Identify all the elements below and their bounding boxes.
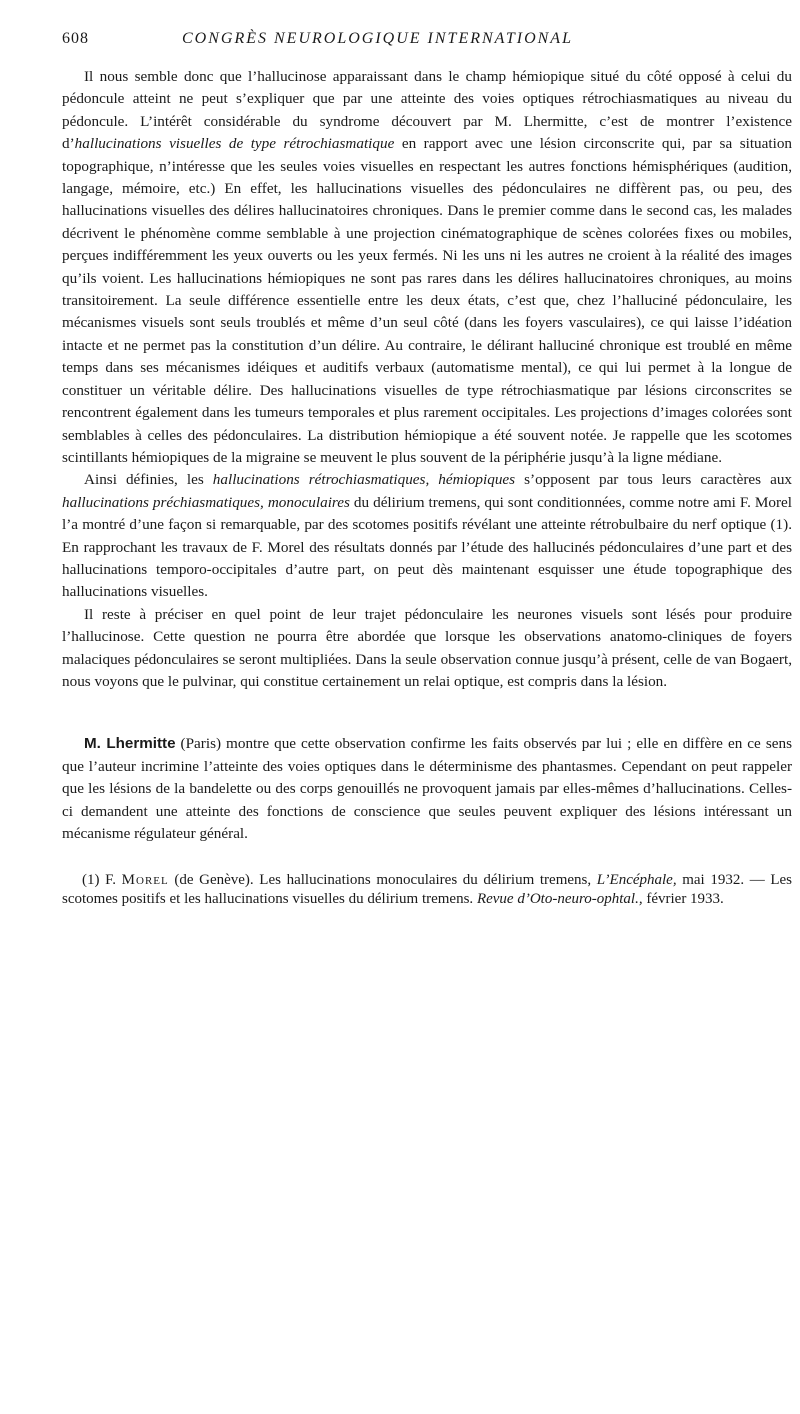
footnote	[62, 871, 792, 909]
paragraph-2	[62, 469, 792, 603]
footnote-author: Morel	[121, 872, 169, 889]
footnote-text-b: mai 1932. — Les scotomes positifs et les hallucinations visuelles du délirium tremens.	[62, 872, 793, 908]
footnote-journal-2: Revue d’Oto-neuro-ophtal.,	[476, 891, 643, 908]
paragraph-2-italic-a: hallucinations rétrochiasmatiques, hémiopiques	[212, 471, 516, 489]
paragraph-1-italic: hallucinations visuelles de type rétrochiasmatique	[74, 135, 395, 153]
footnote-text-c: février 1933.	[642, 891, 724, 908]
page	[62, 30, 792, 909]
running-head	[62, 30, 792, 56]
paragraph-2-italic-b: hallucinations préchiasmatiques, monoculaires	[62, 493, 350, 511]
paragraph-2-text-c: du délirium tremens, qui sont conditionnées, comme notre ami F. Morel l’a montré d’une façon si remarquable, par des scotomes positifs révélant une atteinte rétrobulbaire du nerf optique (1). En rapprochant les travaux de F. Morel des résultats donnés par l’étude des hallucinés pédonculaires d’une part et des hallucinations temporo-occipitales d’autre part, on peut dès maintenant esquisser une étude topographique des hallucinations visuelles.	[62, 493, 792, 601]
page-number: 608	[62, 30, 89, 47]
discussion-paragraph	[62, 733, 792, 845]
paragraph-1-text-a: Il nous semble donc que l’hallucinose apparaissant dans le champ hémiopique situé du côté opposé à celui du pédoncule atteint ne peut s’expliquer que par une atteinte des voies optiques rétrochiasmatiques au niveau du pédoncule. L’intérêt considérable du syndrome découvert par M. Lhermitte, c’est de montrer l’existence d’	[62, 68, 792, 153]
paragraph-3: Il reste à préciser en quel point de leur trajet pédonculaire les neurones visuels sont lésés pour produire l’hallucinose. Cette question ne pourra être abordée que lorsque les observations anatomo-cliniques de foyers malaciques pédonculaires se seront multipliées. Dans la seule observation connue jusqu’à présent, celle de van Bogaert, nous voyons que le pulvinar, qui constitue certainement un relai optique, est compris dans la lésion.	[62, 605, 792, 690]
footnote-marker: (1) F.	[82, 872, 117, 889]
section-gap	[62, 693, 792, 733]
paragraph-1-text-b: en rapport avec une lésion circonscrite qui, par sa situation topographique, n’intéresse que les seules voies visuelles en respectant les autres fonctions hémisphériques (audition, langage, mémoire, etc.) En effet, les hallucinations visuelles des pédonculaires ne diffèrent pas, ou peu, des hallucinations visuelles des délires hallucinatoires chroniques. Dans le premier comme dans le second cas, les malades décrivent le phénomène comme semblable à une projection cinématographique de scènes colorées fixes ou mobiles, perçues indifféremment les yeux ouverts ou les yeux fermés. Ni les uns ni les autres ne croient à la réalité des images qu’ils voient. Les hallucinations hémiopiques ne sont pas rares dans les délires hallucinatoires chroniques, au moins transitoirement. La seule différence essentielle entre les deux états, c’est que, chez l’halluciné pédonculaire, les mécanismes visuels sont seuls troublés et même d’un seul côté (dans les foyers vasculaires), ce qui laisse l’idéation intacte et ne permet pas la constitution d’un délire. Au contraire, le délirant halluciné chronique est troublé en même temps dans ses mécanismes idéiques et auditifs verbaux (automatisme mental), ce qui lui permet à la longue de constituer un véritable délire. Des hallucinations visuelles de type rétrochiasmatique par lésions circonscrites se rencontrent également dans les tumeurs temporales et plus rarement occipitales. Les projections d’images colorées sont semblables à celles des pédonculaires. La distribution hémiopique a été souvent notée. Je rappelle que les scotomes scintillants hémiopiques de la migraine se meuvent le plus souvent de la périphérie jusqu’à la ligne médiane.	[62, 135, 793, 466]
paragraph-2-text-b: s’opposent par tous leurs caractères aux	[515, 471, 793, 489]
footnote-text-a: (de Genève). Les hallucinations monoculaires du délirium tremens,	[168, 872, 597, 889]
footnote-text	[62, 871, 792, 909]
header-title: CONGRÈS NEUROLOGIQUE INTERNATIONAL	[182, 30, 573, 47]
footnote-journal-1: L’Encéphale,	[596, 872, 677, 889]
discussion-speaker: M. Lhermitte	[84, 735, 176, 753]
discussion-text: (Paris) montre que cette observation confirme les faits observés par lui ; elle en diffère en ce sens que l’auteur incrimine l’atteinte des voies optiques dans le déterminisme des phantasmes. Cependant on peut rappeler que les lésions de la bandelette ou des corps genouillés ne provoquent jamais par elles-mêmes d’hallucinations. Celles-ci demandent une atteinte des fonctions de conscience que seules peuvent expliquer des lésions intéressant un mécanisme régulateur général.	[62, 735, 792, 842]
paragraph-2-text-a: Ainsi définies, les	[84, 471, 213, 489]
footnote-gap	[62, 845, 792, 871]
paragraph-1	[62, 66, 792, 469]
article-body	[62, 66, 792, 909]
